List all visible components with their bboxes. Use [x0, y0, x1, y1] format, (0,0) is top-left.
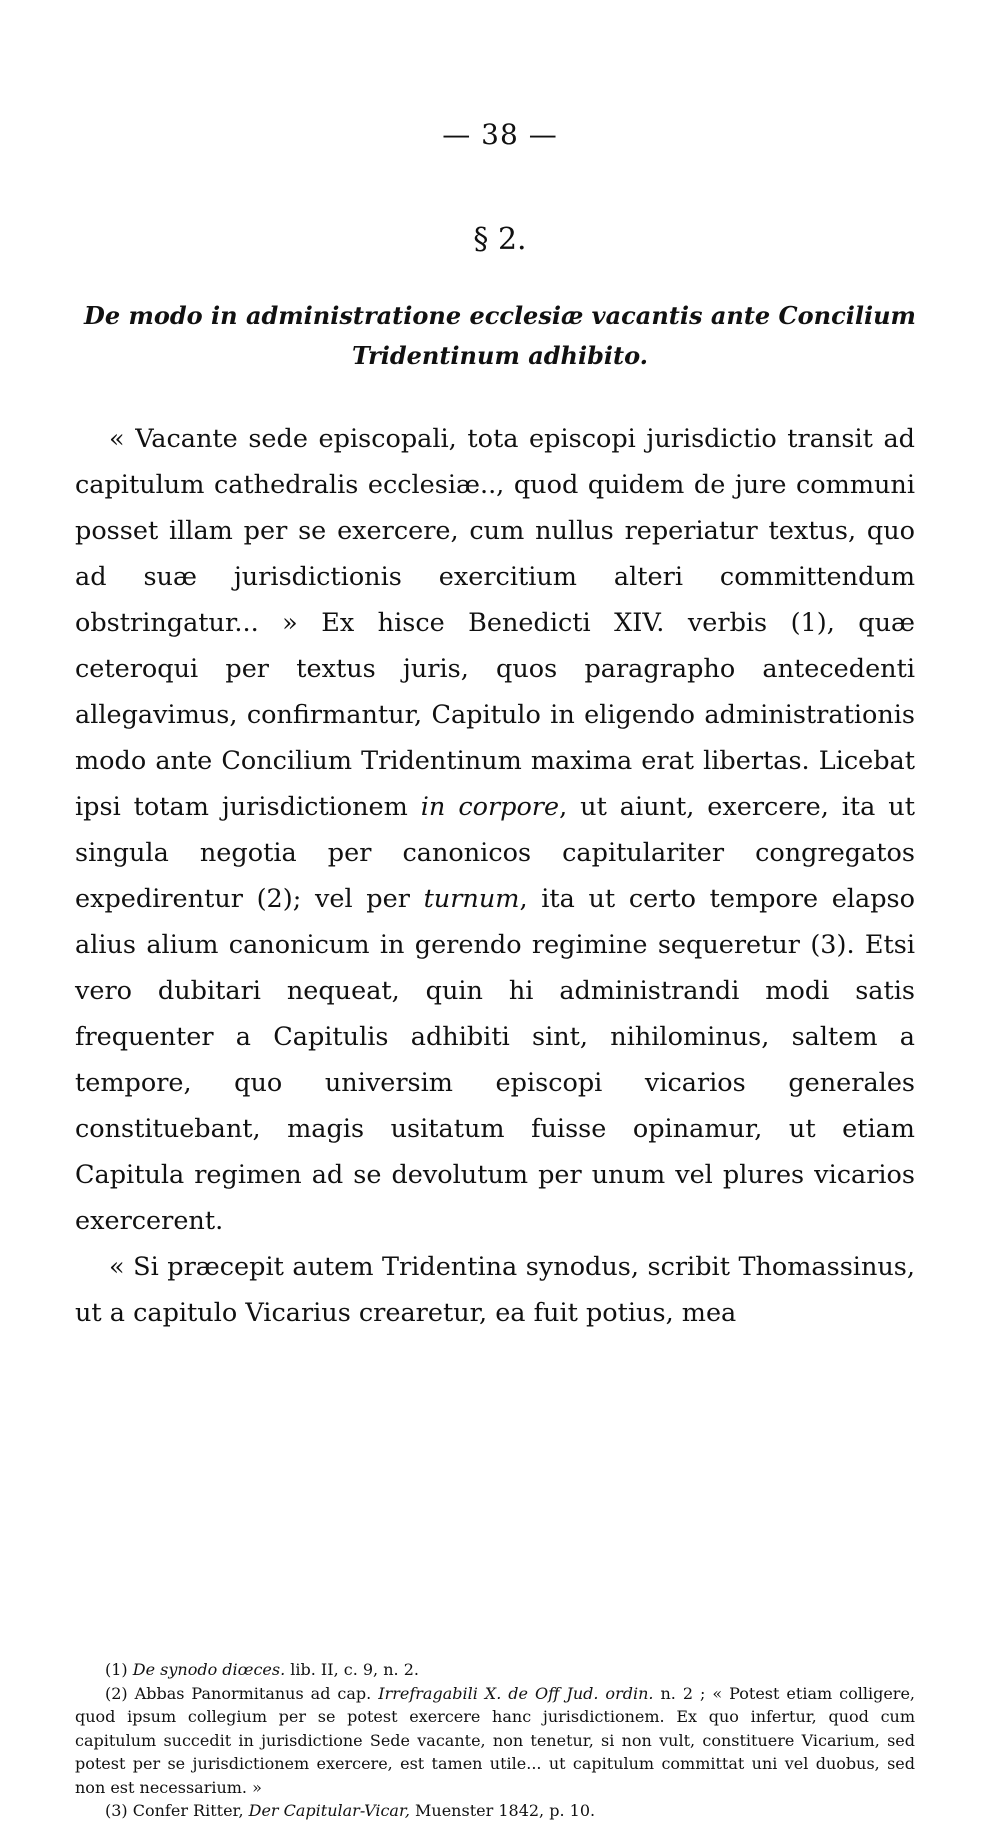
paragraph-1-italic-in-corpore: in corpore	[420, 792, 560, 822]
footnote-3-text-b: Muenster 1842, p. 10.	[409, 1801, 596, 1820]
paragraph-1-text-a: « Vacante sede episcopali, tota episcopi jurisdictio transit ad capitulum cathedralis ecclesiæ.., quod quidem de jure communi posset illam per se exercere, cum nullus reperiatur textus, quo ad suæ jurisdictionis exercitium alteri committendum obstringatur... » Ex hisce Benedicti XIV. verbis (1), quæ ceteroqui per textus juris, quos paragrapho antecedenti allegavimus, confirmantur, Capitulo in eligendo administrationis modo ante Concilium Tridentinum maxima erat libertas. Licebat ipsi totam jurisdictionem	[75, 424, 915, 822]
footnote-2-text-a: Abbas Panormitanus ad cap.	[134, 1683, 379, 1703]
footnote-2	[75, 1682, 915, 1800]
paragraph-1	[75, 416, 915, 1244]
footnotes	[75, 1658, 915, 1823]
footnote-3-title: Der Capitular-Vicar,	[248, 1801, 410, 1820]
footnote-2-number: (2)	[105, 1683, 135, 1703]
paragraph-1-text-e: , ita ut certo tempore elapso alius alium canonicum in gerendo regimine sequeretur (3). Etsi vero dubitari nequeat, quin hi administrandi modi satis frequenter a Capitulis adhibiti sint, nihilominus, saltem a tempore, quo universim episcopi vicarios generales constituebant, magis usitatum fuisse opinamur, ut etiam Capitula regimen ad se devolutum per unum vel plures vicarios exercerent.	[75, 884, 915, 1236]
footnote-2-text-b: n. 2 ; « Potest etiam colligere, quod ipsum collegium per se potest exercere hanc jurisdictionem. Ex quo infertur, quod cum capitulum succedit in jurisdictione Sede vacante, non tenetur, si non vult, constituere Vicarium, sed potest per se jurisdictionem exercere, est tamen utile... ut capitulum committat uni vel duobus, sed non est necessarium. »	[75, 1683, 915, 1797]
section-heading-line-1: De modo in administratione ecclesiæ vacantis ante Concilium	[84, 301, 916, 330]
footnote-1-title: De synodo diœces.	[132, 1660, 286, 1679]
paragraph-2: « Si præcepit autem Tridentina synodus, scribit Thomassinus, ut a capitulo Vicarius crearetur, ea fuit potius, mea	[75, 1252, 915, 1328]
paragraph-1-text-c: , ut aiunt, exercere, ita ut singula negotia per canonicos capitulariter congregatos expedirentur (2); vel per	[75, 792, 915, 914]
section-number: § 2.	[473, 222, 527, 257]
paragraph-1-italic-turnum: turnum	[423, 884, 520, 914]
footnote-1-text: lib. II, c. 9, n. 2.	[285, 1660, 419, 1679]
footnote-3-number: (3)	[105, 1801, 133, 1820]
page-number: — 38 —	[442, 118, 558, 151]
footnote-2-title: Irrefragabili X. de Off Jud. ordin.	[378, 1683, 654, 1703]
footnote-1-number: (1)	[105, 1660, 133, 1679]
section-heading-line-2: Tridentinum adhibito.	[351, 341, 649, 370]
footnote-3-text-a: Confer Ritter,	[132, 1801, 249, 1820]
body-text	[75, 416, 915, 1336]
footnote-3	[75, 1799, 915, 1823]
section-heading	[75, 296, 925, 376]
footnote-1	[75, 1658, 915, 1682]
